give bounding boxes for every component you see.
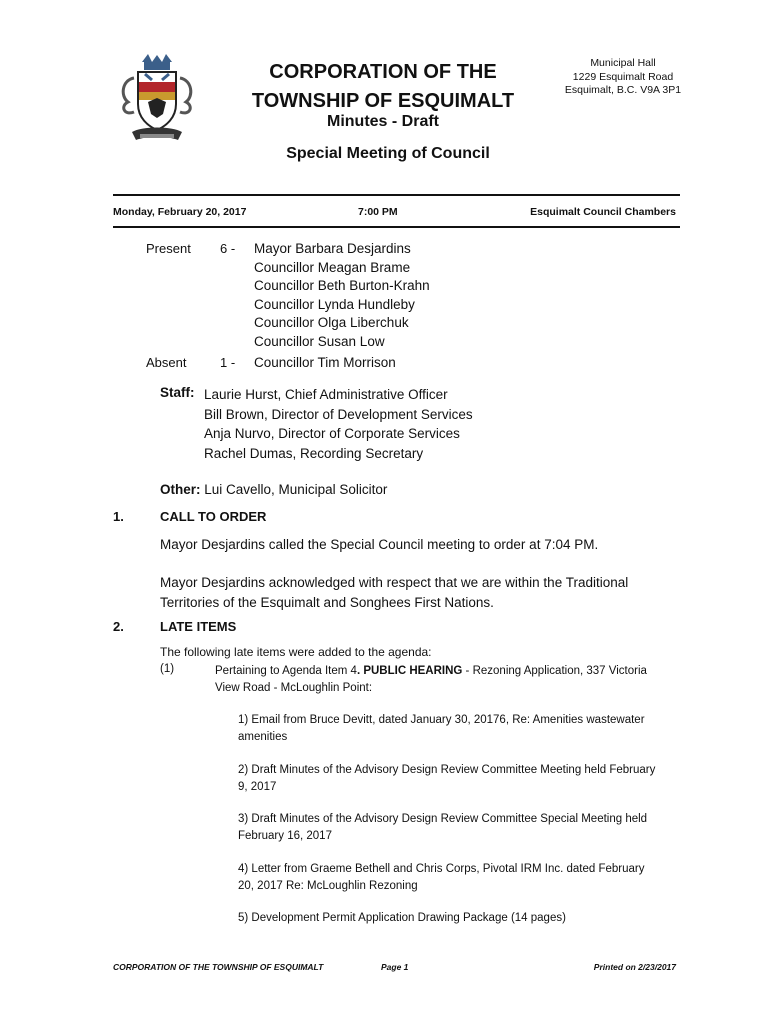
other-value: Lui Cavello, Municipal Solicitor (204, 482, 388, 497)
section-2-title: LATE ITEMS (160, 619, 237, 634)
late-sub-item: 5) Development Permit Application Drawing Package (14 pages) (238, 912, 566, 924)
meeting-time: 7:00 PM (358, 206, 398, 218)
staff-label: Staff: (160, 385, 195, 400)
meeting-date: Monday, February 20, 2017 (113, 206, 247, 218)
other-label: Other: (160, 482, 201, 497)
present-member: Councillor Beth Burton-Krahn (254, 278, 430, 293)
meeting-location: Esquimalt Council Chambers (530, 206, 676, 218)
late-sub-item: 3) Draft Minutes of the Advisory Design Review Committee Special Meeting held February 16, 2017 (238, 813, 648, 842)
other-attendee (160, 482, 387, 497)
absent-member: Councillor Tim Morrison (254, 355, 396, 370)
late-item-suffix: - Rezoning Application, 337 Victoria View Road - McLoughlin Point: (215, 665, 647, 694)
info-top-rule (113, 194, 680, 196)
staff-member: Bill Brown, Director of Development Services (204, 406, 473, 422)
staff-member: Laurie Hurst, Chief Administrative Officer (204, 387, 448, 402)
late-items-intro: The following late items were added to the agenda: (160, 645, 432, 659)
late-sub-item: 4) Letter from Graeme Bethell and Chris Corps, Pivotal IRM Inc. dated February 20, 2017 Re: McLoughlin Rezoning (238, 863, 645, 892)
footer-page-number: Page 1 (381, 962, 409, 972)
late-sub-item: 1) Email from Bruce Devitt, dated January 30, 20176, Re: Amenities wastewater amenities (238, 714, 645, 743)
call-to-order-paragraph: Mayor Desjardins called the Special Council meeting to order at 7:04 PM. (160, 537, 599, 552)
present-member: Councillor Susan Low (254, 333, 385, 349)
late-item-description (215, 663, 655, 697)
acknowledgement-paragraph: Mayor Desjardins acknowledged with respect that we are within the Traditional Territories of the Esquimalt and Songhees First Nations. (160, 575, 629, 610)
present-member: Councillor Meagan Brame (254, 259, 411, 275)
present-member: Councillor Olga Liberchuk (254, 315, 409, 330)
late-item-prefix: Pertaining to Agenda Item 4 (215, 665, 357, 677)
township-crest-icon (112, 52, 202, 148)
organization-title (238, 58, 528, 116)
section-2-number: 2. (113, 619, 124, 634)
staff-list (204, 385, 473, 463)
absent-list (254, 354, 396, 373)
footer-organization: CORPORATION OF THE TOWNSHIP OF ESQUIMALT (113, 962, 324, 972)
present-list (254, 240, 430, 351)
footer-printed-date: Printed on 2/23/2017 (593, 962, 676, 972)
meeting-title: Special Meeting of Council (286, 145, 490, 162)
organization-title-line-2: TOWNSHIP OF ESQUIMALT (251, 90, 515, 112)
municipal-hall-address (538, 57, 708, 98)
absent-label: Absent (146, 355, 187, 370)
late-sub-item: 2) Draft Minutes of the Advisory Design Review Committee Meeting held February 9, 2017 (238, 764, 656, 793)
late-item-bold: . PUBLIC HEARING (356, 665, 463, 677)
address-line-1: Municipal Hall (590, 57, 656, 69)
section-1-title: CALL TO ORDER (160, 509, 267, 524)
info-bottom-rule (113, 226, 680, 228)
minutes-title: Minutes - Draft (327, 113, 439, 130)
late-item-number: (1) (160, 663, 175, 675)
present-member: Mayor Barbara Desjardins (254, 241, 411, 256)
staff-member: Rachel Dumas, Recording Secretary (204, 445, 424, 461)
present-member: Councillor Lynda Hundleby (254, 296, 415, 312)
present-label: Present (146, 241, 191, 256)
address-line-3: Esquimalt, B.C. V9A 3P1 (564, 84, 682, 96)
staff-member: Anja Nurvo, Director of Corporate Services (204, 426, 460, 441)
section-1-number: 1. (113, 509, 124, 524)
present-count: 6 - (220, 241, 236, 256)
organization-title-line-1: CORPORATION OF THE (269, 61, 497, 83)
absent-count: 1 - (220, 355, 236, 370)
address-line-2: 1229 Esquimalt Road (572, 70, 674, 83)
